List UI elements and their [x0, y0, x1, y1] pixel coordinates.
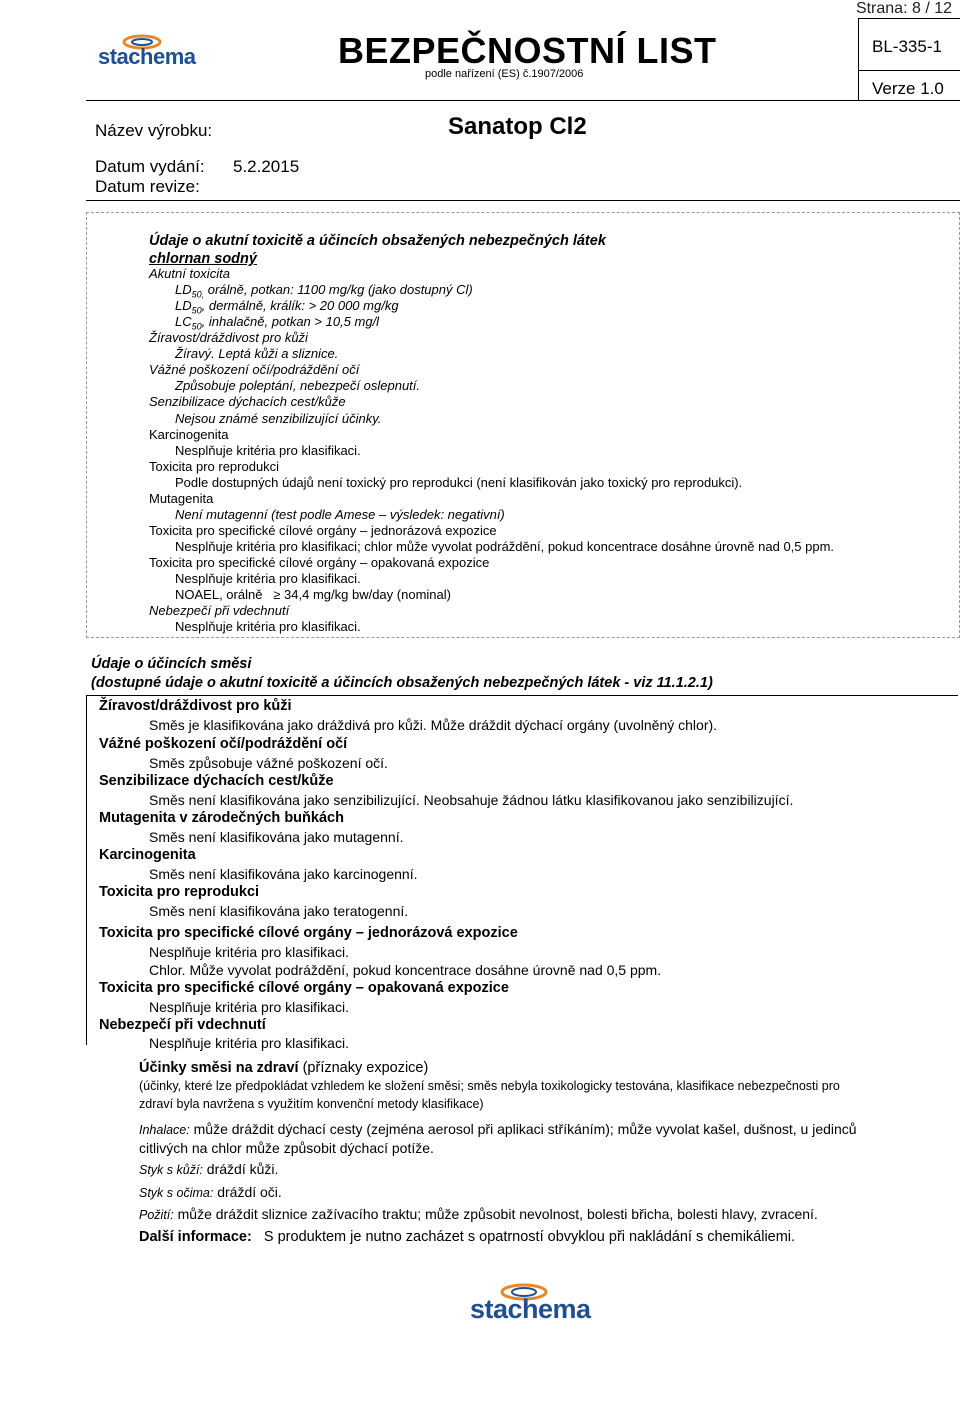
mix-sens-label: Senzibilizace dýchacích cest/kůže — [99, 773, 334, 789]
mix-skin-label: Žíravost/dráždivost pro kůži — [99, 698, 292, 714]
reproductive-label: Toxicita pro reprodukci — [149, 459, 280, 474]
header-rule-mid — [858, 70, 960, 71]
footer-logo-wordmark: stachema — [470, 1294, 591, 1324]
stot-single-label: Toxicita pro specifické cílové orgány – jednorázová expozice — [149, 523, 497, 538]
header-rule-main — [86, 100, 960, 101]
revision-date-label: Datum revize: — [95, 177, 200, 196]
logo-wordmark: stachema — [98, 44, 196, 69]
aspiration-label: Nebezpečí při vdechnutí — [149, 603, 290, 618]
eye-damage-value: Způsobuje poleptání, nebezpečí oslepnutí. — [175, 378, 421, 393]
mix-stot-repeated-label: Toxicita pro specifické cílové orgány – opakovaná expozice — [99, 980, 509, 996]
product-label: Název výrobku: — [95, 121, 213, 140]
reproductive-value: Podle dostupných údajů není toxický pro reprodukci (není klasifikován jako toxický pro reprodukci). — [175, 475, 743, 490]
ld50-dermal-line: $LD_{50}$, dermálně, králík: > 20 000 mg/kg — [175, 298, 399, 316]
health-effects-note-2: zdraví byla navržena s využitím konvenční metody klasifikace) — [139, 1097, 484, 1111]
noael-line: NOAEL, orálně ≥ 34,4 mg/kg bw/day (nominal) — [175, 587, 451, 602]
mix-eye-value: Směs způsobuje vážné poškození očí. — [149, 755, 388, 771]
further-info-line: Další informace: S produktem je nutno zacházet s opatrností obvyklou při nakládání s chemikáliemi. — [139, 1229, 796, 1245]
page-number: Strana: 8 / 12 — [855, 0, 952, 17]
lc50-inhalation-line: $LC_{50}$, inhalačně, potkan > 10,5 mg/l — [175, 314, 380, 332]
mix-stot-single-chlor: Chlor. Může vyvolat podráždění, pokud koncentrace dosáhne úrovně nad 0,5 ppm. — [149, 962, 662, 978]
mix-carc-value: Směs není klasifikována jako karcinogenní. — [149, 866, 418, 882]
mutagenicity-label: Mutagenita — [149, 491, 214, 506]
substance-name: chlornan sodný — [149, 251, 257, 267]
acute-toxicity-label: Akutní toxicita — [149, 266, 230, 281]
inhalation-line-2: citlivých na chlor může způsobit dýchací potíže. — [139, 1140, 434, 1156]
skin-corrosion-label: Žíravost/dráždivost pro kůži — [149, 330, 308, 345]
stot-repeated-value: Nesplňuje kritéria pro klasifikaci. — [175, 571, 361, 586]
header-rule-vertical — [858, 18, 859, 100]
mix-stot-single-label: Toxicita pro specifické cílové orgány – jednorázová expozice — [99, 925, 518, 941]
mix-carc-label: Karcinogenita — [99, 847, 196, 863]
footer-logo — [468, 1278, 591, 1330]
carcinogenicity-label: Karcinogenita — [149, 427, 229, 442]
mix-stot-single-value: Nesplňuje kritéria pro klasifikaci. — [149, 944, 349, 960]
document-code: BL-335-1 — [872, 37, 942, 56]
regulation-note: podle nařízení (ES) č.1907/2006 — [425, 68, 584, 80]
mix-repro-label: Toxicita pro reprodukci — [99, 884, 260, 900]
mix-repro-value: Směs není klasifikována jako teratogenní. — [149, 903, 409, 919]
health-effects-note-1: (účinky, které lze předpokládat vzhledem ke složení směsi; směs nebyla toxikologicky testována, klasifikace nebezpečnosti pro — [139, 1079, 840, 1093]
mixture-heading: Údaje o účincích směsi — [91, 656, 252, 672]
mix-muta-value: Směs není klasifikována jako mutagenní. — [149, 829, 404, 845]
health-effects-heading: Účinky směsi na zdraví (příznaky expozice) — [139, 1060, 429, 1076]
carcinogenicity-value: Nesplňuje kritéria pro klasifikaci. — [175, 443, 361, 458]
mixture-box-top — [86, 695, 958, 696]
issue-date-label: Datum vydání: — [95, 157, 205, 176]
inhalation-line-1: Inhalace: může dráždit dýchací cesty (zejména aerosol při aplikaci stříkáním); může vyvolat kašel, dušnost, u jedinců — [139, 1121, 857, 1137]
skin-corrosion-value: Žíravý. Leptá kůži a sliznice. — [175, 346, 339, 361]
issue-date: 5.2.2015 — [233, 157, 300, 176]
stot-repeated-label: Toxicita pro specifické cílové orgány – opakovaná expozice — [149, 555, 490, 570]
aspiration-value: Nesplňuje kritéria pro klasifikaci. — [175, 619, 361, 634]
sensitisation-label: Senzibilizace dýchacích cest/kůže — [149, 394, 346, 409]
mix-sens-value: Směs není klasifikována jako senzibilizující. Neobsahuje žádnou látku klasifikovanou jako senzibilizující. — [149, 792, 794, 808]
company-logo — [96, 30, 196, 74]
document-title: BEZPEČNOSTNÍ LIST — [338, 30, 717, 71]
version-label: Verze 1.0 — [872, 79, 944, 98]
header-rule-right — [858, 18, 960, 19]
ingestion-line: Požití: může dráždit sliznice zažívacího traktu; může způsobit nevolnost, bolesti břicha, bolesti hlavy, zvracení. — [139, 1206, 818, 1222]
mixture-subheading: (dostupné údaje o akutní toxicitě a účincích obsažených nebezpečných látek - viz 11.1.2.1) — [91, 675, 713, 691]
eye-contact-line: Styk s očima: dráždí oči. — [139, 1184, 282, 1200]
mix-muta-label: Mutagenita v zárodečných buňkách — [99, 810, 344, 826]
mix-stot-repeated-value: Nesplňuje kritéria pro klasifikaci. — [149, 999, 349, 1015]
mix-aspiration-value: Nesplňuje kritéria pro klasifikaci. — [149, 1035, 349, 1051]
eye-damage-label: Vážné poškození očí/podráždění očí — [149, 362, 360, 377]
substance-toxicity-heading: Údaje o akutní toxicitě a účincích obsažených nebezpečných látek — [149, 233, 606, 249]
skin-contact-line: Styk s kůží: dráždí kůži. — [139, 1161, 279, 1177]
mixture-box-left — [86, 695, 87, 1045]
mix-eye-label: Vážné poškození očí/podráždění očí — [99, 736, 348, 752]
ld50-oral-line: $LD_{50,}$ orálně, potkan: 1100 mg/kg (jako dostupný Cl) — [175, 282, 473, 300]
product-name: Sanatop Cl2 — [448, 113, 587, 140]
mutagenicity-value: Není mutagenní (test podle Amese – výsledek: negativní) — [175, 507, 505, 522]
header-rule-bottom — [86, 200, 960, 201]
stot-single-value: Nesplňuje kritéria pro klasifikaci; chlor může vyvolat podráždění, pokud koncentrace dosáhne úrovně nad 0,5 ppm. — [175, 539, 835, 554]
mix-skin-value: Směs je klasifikována jako dráždivá pro kůži. Může dráždit dýchací orgány (uvolněný chlor). — [149, 717, 718, 733]
mix-aspiration-label: Nebezpečí při vdechnutí — [99, 1017, 266, 1033]
sensitisation-value: Nejsou známé senzibilizující účinky. — [175, 411, 382, 426]
